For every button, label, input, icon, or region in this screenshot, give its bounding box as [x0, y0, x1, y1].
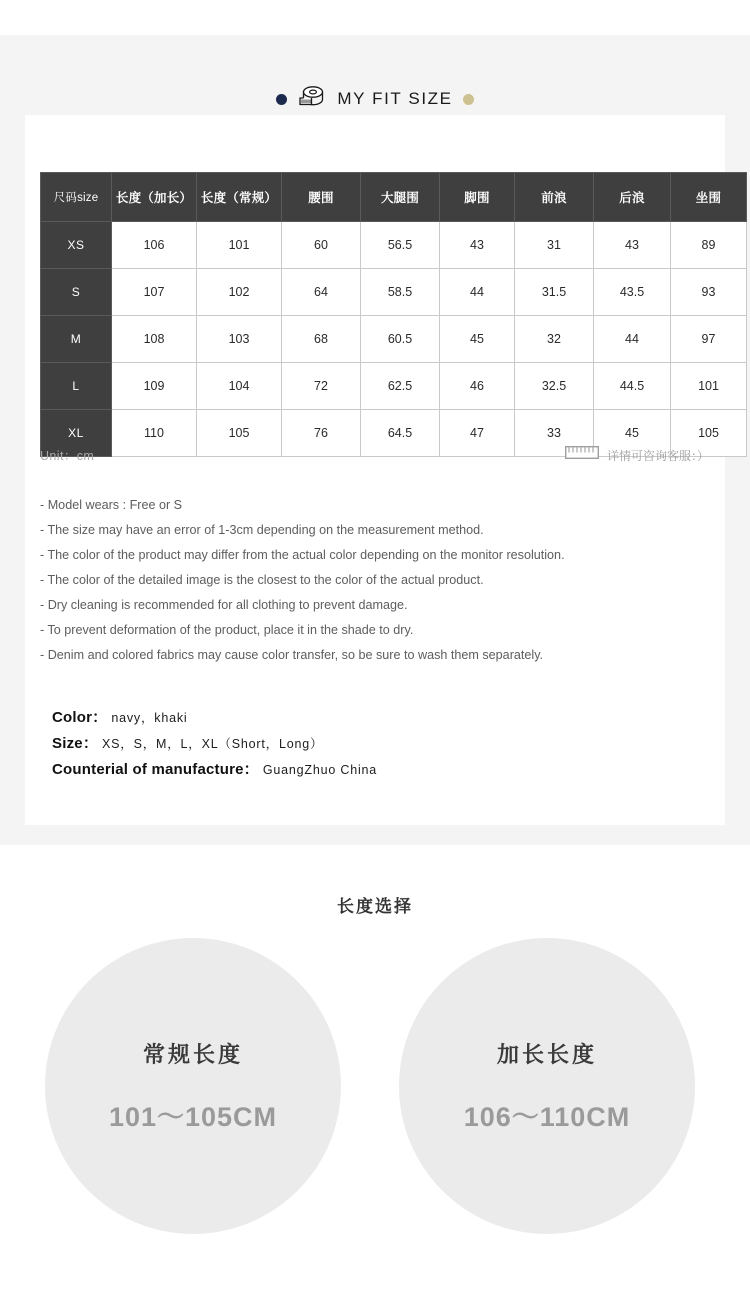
my-fit-size-header	[0, 82, 750, 116]
info-row-size	[52, 731, 652, 757]
service-note-text: 详情可咨询客服：）	[606, 448, 709, 463]
column-header-size: 尺码size	[41, 173, 112, 222]
column-header-length-regular: 长度（常规）	[197, 173, 282, 222]
product-info-block	[52, 705, 652, 783]
info-label-manufacture: Counterial of manufacture：	[52, 761, 259, 778]
cell-front-rise: 31.5	[515, 269, 594, 316]
cell-thigh: 62.5	[361, 363, 440, 410]
row-size-label: XL	[41, 410, 112, 457]
column-header-back-rise: 后浪	[594, 173, 671, 222]
cell-back-rise: 43	[594, 222, 671, 269]
table-row	[41, 316, 747, 363]
cell-hip: 101	[671, 363, 747, 410]
column-header-waist: 腰围	[282, 173, 361, 222]
column-header-hip: 坐围	[671, 173, 747, 222]
cell-length-regular: 101	[197, 222, 282, 269]
tan-dot-icon	[463, 94, 474, 105]
length-option-title: 常规长度	[142, 1042, 243, 1067]
cell-thigh: 60.5	[361, 316, 440, 363]
table-row	[41, 363, 747, 410]
cell-thigh: 56.5	[361, 222, 440, 269]
note-item: - Model wears : Free or S	[40, 498, 183, 512]
cell-waist: 64	[282, 269, 361, 316]
note-item: - The size may have an error of 1-3cm depending on the measurement method.	[40, 523, 484, 537]
cell-leg-opening: 46	[440, 363, 515, 410]
tape-measure-icon	[297, 85, 327, 114]
cell-leg-opening: 47	[440, 410, 515, 457]
cell-length-regular: 102	[197, 269, 282, 316]
note-item: - Dry cleaning is recommended for all clothing to prevent damage.	[40, 598, 408, 612]
navy-dot-icon	[276, 94, 287, 105]
info-value-manufacture: GuangZhuo China	[262, 763, 378, 777]
length-option-range: 106～110CM	[463, 1102, 631, 1132]
length-option-title: 加长长度	[496, 1042, 597, 1067]
top-white-strip	[0, 0, 750, 35]
page-title: MY FIT SIZE	[337, 89, 453, 108]
column-header-leg-opening: 脚围	[440, 173, 515, 222]
cell-leg-opening: 44	[440, 269, 515, 316]
table-row	[41, 269, 747, 316]
cell-waist: 76	[282, 410, 361, 457]
cell-front-rise: 32	[515, 316, 594, 363]
cell-front-rise: 32.5	[515, 363, 594, 410]
row-size-label: M	[41, 316, 112, 363]
cell-back-rise: 45	[594, 410, 671, 457]
unit-and-service-row	[40, 445, 709, 465]
cell-hip: 97	[671, 316, 747, 363]
cell-front-rise: 33	[515, 410, 594, 457]
size-measurement-table	[40, 172, 747, 457]
row-size-label: L	[41, 363, 112, 410]
length-option-range: 101～105CM	[108, 1102, 278, 1132]
cell-front-rise: 31	[515, 222, 594, 269]
table-row	[41, 222, 747, 269]
unit-label: Unit：cm	[40, 449, 95, 463]
cell-thigh: 58.5	[361, 269, 440, 316]
cell-thigh: 64.5	[361, 410, 440, 457]
info-label-color: Color：	[52, 709, 108, 726]
info-row-color	[52, 705, 652, 731]
cell-length-regular: 104	[197, 363, 282, 410]
column-header-length-long: 长度（加长）	[112, 173, 197, 222]
cell-length-long: 110	[112, 410, 197, 457]
info-row-manufacture	[52, 757, 652, 783]
cell-leg-opening: 45	[440, 316, 515, 363]
cell-waist: 68	[282, 316, 361, 363]
customer-service-note	[565, 446, 709, 464]
table-header	[41, 173, 747, 222]
cell-waist: 60	[282, 222, 361, 269]
column-header-front-rise: 前浪	[515, 173, 594, 222]
care-notes-list	[40, 493, 690, 668]
length-selection-section	[0, 845, 750, 1295]
cell-length-long: 106	[112, 222, 197, 269]
table-body	[41, 222, 747, 457]
note-item: - To prevent deformation of the product, place it in the shade to dry.	[40, 623, 414, 637]
note-item: - The color of the product may differ from the actual color depending on the monitor resolution.	[40, 548, 565, 562]
cell-length-long: 107	[112, 269, 197, 316]
info-label-size: Size：	[52, 735, 99, 752]
length-option-long[interactable]	[399, 938, 695, 1234]
cell-hip: 105	[671, 410, 747, 457]
cell-length-long: 108	[112, 316, 197, 363]
row-size-label: S	[41, 269, 112, 316]
row-size-label: XS	[41, 222, 112, 269]
cell-back-rise: 44	[594, 316, 671, 363]
length-option-regular[interactable]	[45, 938, 341, 1234]
cell-length-regular: 105	[197, 410, 282, 457]
info-value-color: navy，khaki	[111, 711, 188, 725]
note-item: - Denim and colored fabrics may cause color transfer, so be sure to wash them separately.	[40, 648, 544, 662]
table-header-row	[41, 173, 747, 222]
size-guide-card	[25, 115, 725, 825]
cell-back-rise: 43.5	[594, 269, 671, 316]
length-selection-heading: 长度选择	[337, 897, 413, 916]
info-value-size: XS，S，M，L，XL（Short，Long）	[102, 737, 324, 751]
cell-waist: 72	[282, 363, 361, 410]
cell-length-regular: 103	[197, 316, 282, 363]
cell-length-long: 109	[112, 363, 197, 410]
ruler-icon	[565, 446, 599, 464]
cell-hip: 89	[671, 222, 747, 269]
cell-hip: 93	[671, 269, 747, 316]
cell-back-rise: 44.5	[594, 363, 671, 410]
column-header-thigh: 大腿围	[361, 173, 440, 222]
cell-leg-opening: 43	[440, 222, 515, 269]
note-item: - The color of the detailed image is the closest to the color of the actual product.	[40, 573, 484, 587]
